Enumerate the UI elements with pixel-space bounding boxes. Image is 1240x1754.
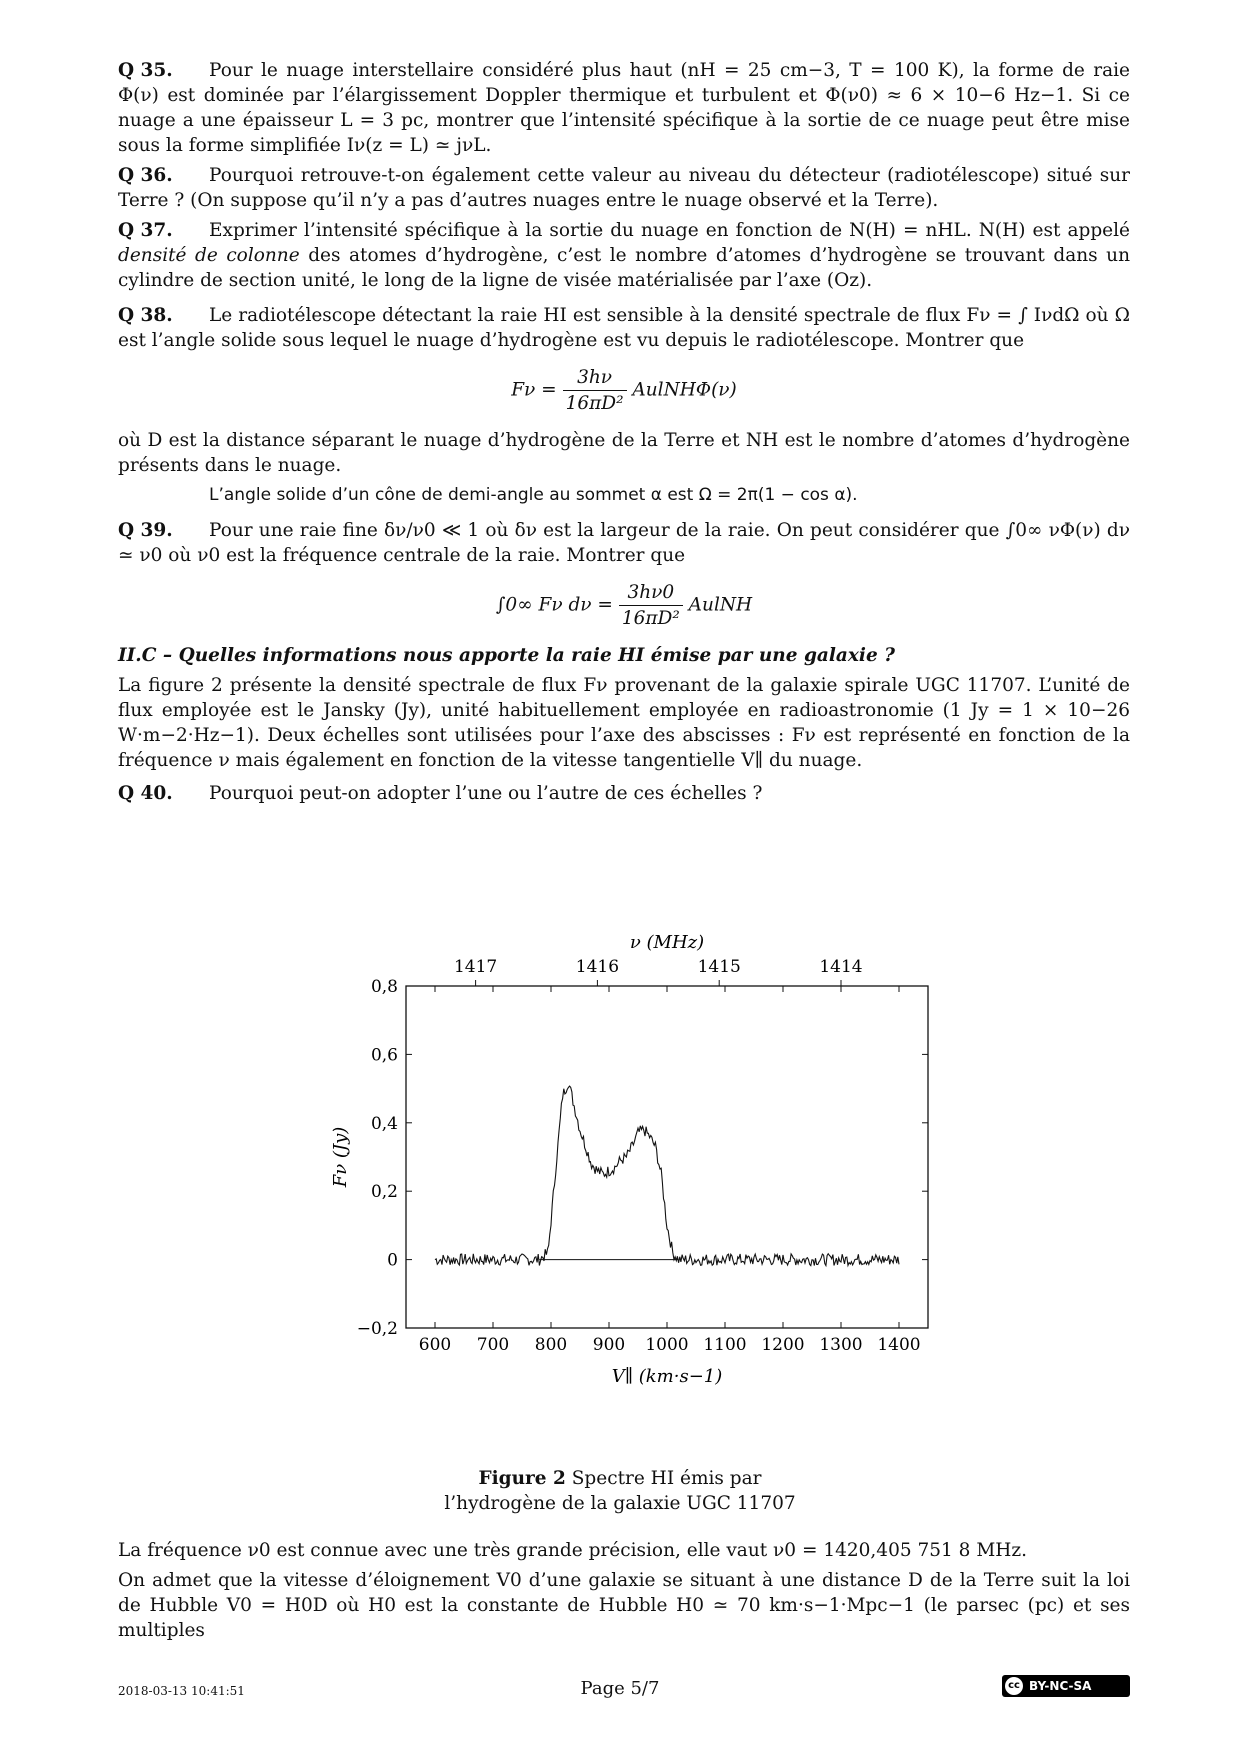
- plot-frame: [406, 986, 928, 1328]
- x-axis-label: V∥ (km·s−1): [611, 1366, 723, 1387]
- timestamp: 2018-03-13 10:41:51: [118, 1684, 245, 1698]
- y-tick-label: −0,2: [356, 1319, 398, 1339]
- x-tick-label: 800: [534, 1335, 568, 1355]
- cc-icon: cc: [1005, 1677, 1023, 1695]
- question-text-cont: des atomes d’hydrogène, c’est le nombre d’atomes d’hydrogène se trouvant dans un cylindre de section unité, le long de la ligne de visée matérialisée par l’axe (Oz).: [118, 245, 1130, 291]
- question-label: Q 39.: [118, 520, 173, 541]
- x2-tick-label: 1417: [453, 957, 498, 977]
- fraction-numerator: 3hν0: [619, 580, 683, 606]
- fraction-denominator: 16πD²: [621, 608, 680, 629]
- fraction-numerator: 3hν: [563, 365, 627, 391]
- y-tick-label: 0,6: [370, 1045, 398, 1066]
- equation-integral: [118, 580, 1130, 631]
- spectrum-line: [435, 1086, 899, 1266]
- x-tick-label: 700: [476, 1335, 510, 1355]
- question-35: [118, 58, 1130, 158]
- figure-caption-b: l’hydrogène de la galaxie UGC 11707: [444, 1493, 796, 1514]
- question-40: [118, 781, 1130, 806]
- equation-flux: [118, 365, 1130, 416]
- y-tick-label: 0,8: [370, 977, 398, 997]
- x-tick-label: 900: [592, 1335, 626, 1355]
- question-label: Q 38.: [118, 305, 173, 326]
- equation-fraction: [619, 580, 683, 631]
- question-label: Q 37.: [118, 220, 173, 241]
- question-text: Exprimer l’intensité spécifique à la sortie du nuage en fonction de N(H) = nHL. N(H) est appelé: [209, 220, 1130, 241]
- x2-tick-label: 1416: [575, 957, 620, 977]
- paragraph: La fréquence ν0 est connue avec une très grande précision, elle vaut ν0 = 1420,405 751 8 MHz.: [118, 1540, 1028, 1561]
- question-38-followup: où D est la distance séparant le nuage d’hydrogène de la Terre et NH est le nombre d’atomes d’hydrogène présents dans le nuage.: [118, 430, 1130, 476]
- question-37: [118, 218, 1130, 293]
- figure-caption-a: Spectre HI émis par: [571, 1468, 762, 1489]
- spectrum-chart: [300, 920, 940, 1450]
- y-tick-label: 0,4: [370, 1113, 398, 1134]
- question-label: Q 36.: [118, 165, 173, 186]
- equation-fraction: [563, 365, 627, 416]
- question-label: Q 40.: [118, 783, 173, 804]
- equation-lhs: ∫0∞ Fν dν =: [495, 594, 613, 616]
- question-text: Pourquoi peut-on adopter l’une ou l’autre de ces échelles ?: [209, 783, 763, 804]
- question-text: Pour le nuage interstellaire considéré plus haut (nH = 25 cm−3, T = 100 K), la forme de raie Φ(ν) est dominée par l’élargissement Doppler thermique et turbulent et Φ(ν0) ≈ 6 × 10−6 Hz−1. Si ce nuage a une épaisseur L = 3 pc, montrer que l’intensité spécifique à la sortie de ce nuage peut être mise sous la forme simplifiée Iν(z = L) ≃ jνL.: [118, 60, 1130, 156]
- after-figure-text: [118, 1538, 1130, 1648]
- question-38: [118, 303, 1130, 353]
- section-title: II.C – Quelles informations nous apporte la raie HI émise par une galaxie ?: [118, 645, 895, 666]
- license-badge: [1002, 1675, 1130, 1697]
- x-tick-label: 1300: [819, 1335, 863, 1355]
- paragraph: On admet que la vitesse d’éloignement V0 d’une galaxie se situant à une distance D de la Terre suit la loi de Hubble V0 = H0D où H0 est la constante de Hubble H0 ≃ 70 km·s−1·Mpc−1 (le parsec (pc) et ses multiples: [118, 1570, 1130, 1641]
- license-text: BY-NC-SA: [1029, 1679, 1092, 1693]
- equation-rhs: AulNHΦ(ν): [632, 379, 737, 401]
- y-axis-label: Fν (Jy): [330, 1126, 351, 1188]
- figure-label: Figure 2: [478, 1468, 566, 1489]
- chart-svg: [300, 920, 940, 1450]
- x2-tick-label: 1414: [819, 957, 863, 977]
- x2-tick-label: 1415: [697, 957, 741, 977]
- question-36: [118, 163, 1130, 213]
- x-tick-label: 1100: [703, 1335, 747, 1355]
- emphasis-text: densité de colonne: [118, 245, 300, 266]
- x2-axis-label: ν (MHz): [629, 932, 705, 953]
- question-text: Pour une raie fine δν/ν0 ≪ 1 où δν est la largeur de la raie. On peut considérer que ∫0∞ νΦ(ν) dν ≃ ν0 où ν0 est la fréquence centrale de la raie. Montrer que: [118, 520, 1130, 566]
- section-text: La figure 2 présente la densité spectrale de flux Fν provenant de la galaxie spirale UGC 11707. L’unité de flux employée est le Jansky (Jy), unité habituellement employée en radioastronomie (1 Jy = 1 × 10−26 W·m−2·Hz−1). Deux échelles sont utilisées pour l’axe des abscisses : Fν est représenté en fonction de la fréquence ν mais également en fonction de la vitesse tangentielle V∥ du nuage.: [118, 675, 1130, 771]
- fraction-denominator: 16πD²: [565, 393, 624, 414]
- exam-text: [118, 58, 1130, 811]
- question-text: Pourquoi retrouve-t-on également cette valeur au niveau du détecteur (radiotélescope) situé sur Terre ? (On suppose qu’il n’y a pas d’autres nuages entre le nuage observé et la Terre).: [118, 165, 1130, 211]
- equation-rhs: AulNH: [688, 594, 753, 616]
- x-tick-label: 1400: [877, 1335, 921, 1355]
- y-tick-label: 0: [387, 1250, 398, 1271]
- x-tick-label: 600: [418, 1335, 452, 1355]
- page-number: Page 5/7: [580, 1678, 660, 1699]
- y-tick-label: 0,2: [370, 1182, 398, 1203]
- x-tick-label: 1200: [761, 1335, 805, 1355]
- question-39: [118, 518, 1130, 568]
- figure-caption: [0, 1466, 1240, 1516]
- hint-text: L’angle solide d’un cône de demi-angle au sommet α est Ω = 2π(1 − cos α).: [209, 485, 858, 505]
- equation-lhs: Fν =: [511, 379, 557, 401]
- question-label: Q 35.: [118, 60, 173, 81]
- x-tick-label: 1000: [645, 1335, 689, 1355]
- question-text: Le radiotélescope détectant la raie HI est sensible à la densité spectrale de flux Fν = ∫ IνdΩ où Ω est l’angle solide sous lequel le nuage d’hydrogène est vu depuis le radiotélescope. Montrer que: [118, 305, 1130, 351]
